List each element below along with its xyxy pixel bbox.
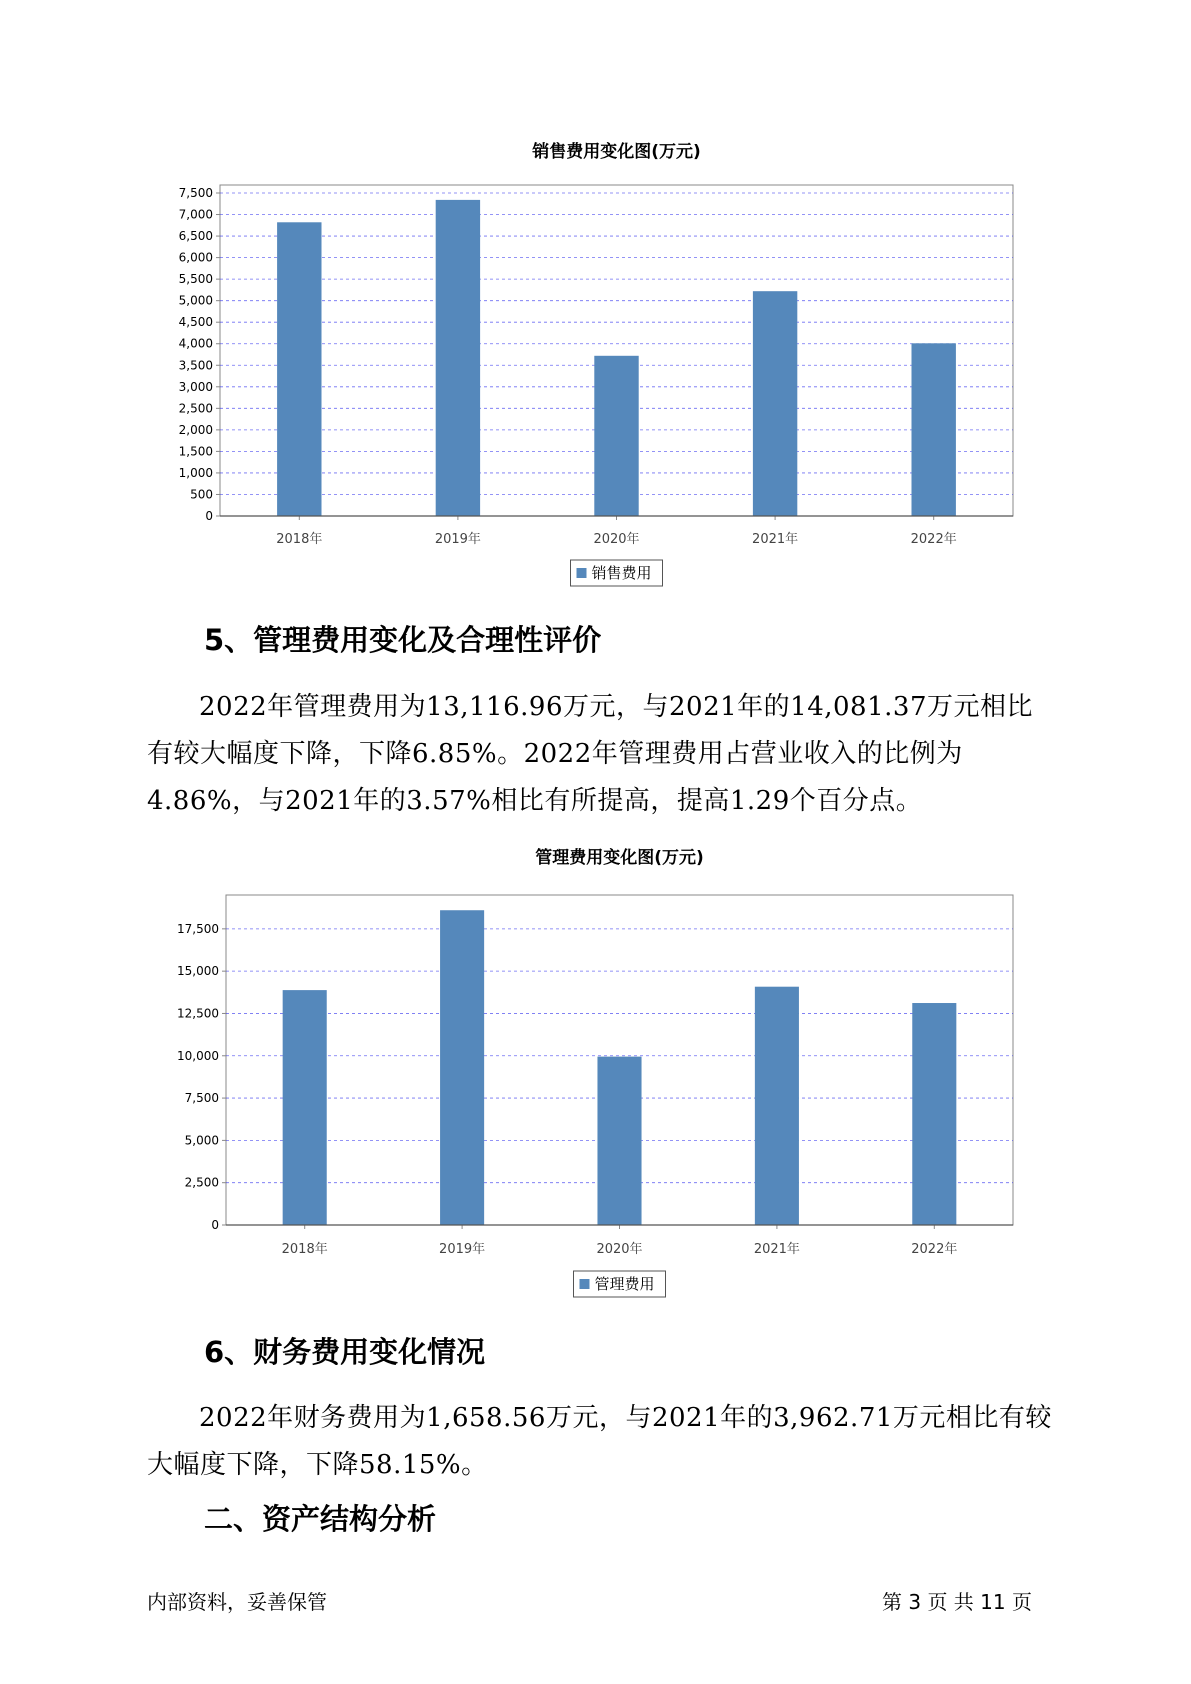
footer-page-number: 第 3 页 共 11 页: [882, 1590, 1032, 1614]
x-tick-label: 2022年: [911, 1242, 958, 1257]
section-6-title: 6、财务费用变化情况: [204, 1335, 486, 1369]
footer-confidential-note: 内部资料，妥善保管: [147, 1590, 327, 1614]
y-tick-label: 5,000: [184, 1133, 219, 1148]
x-tick-label: 2021年: [753, 1242, 800, 1257]
legend-label: 销售费用: [591, 564, 652, 582]
bar: [440, 910, 484, 1225]
y-tick-label: 4,000: [178, 336, 213, 351]
x-tick-label: 2020年: [593, 532, 640, 547]
y-tick-label: 5,500: [178, 272, 213, 287]
y-tick-label: 10,000: [177, 1048, 219, 1063]
y-tick-label: 2,500: [178, 401, 213, 416]
bar: [597, 1057, 641, 1225]
y-tick-label: 3,000: [178, 379, 213, 394]
section-6-paragraph: 2022年财务费用为1,658.56万元，与2021年的3,962.71万元相比有较大幅度下降，下降58.15%。: [147, 1403, 1052, 1480]
x-tick-label: 2019年: [434, 532, 481, 547]
y-tick-label: 1,000: [178, 465, 213, 480]
y-tick-label: 0: [211, 1218, 219, 1232]
y-tick-label: 4,500: [178, 315, 213, 330]
legend-label: 管理费用: [594, 1275, 655, 1293]
y-tick-label: 15,000: [177, 964, 219, 979]
x-tick-label: 2019年: [439, 1242, 486, 1257]
y-tick-label: 5,000: [178, 293, 213, 308]
x-tick-label: 2022年: [910, 532, 957, 547]
bar: [755, 987, 799, 1225]
chart-title: 管理费用变化图(万元): [535, 848, 704, 868]
y-tick-label: 7,000: [178, 207, 213, 222]
y-tick-label: 6,000: [178, 250, 213, 265]
y-tick-label: 12,500: [177, 1006, 219, 1021]
x-tick-label: 2020年: [596, 1242, 643, 1257]
chart-title: 销售费用变化图(万元): [532, 142, 701, 162]
x-tick-label: 2018年: [276, 532, 323, 547]
y-tick-label: 17,500: [177, 921, 219, 936]
x-tick-label: 2018年: [281, 1242, 328, 1257]
y-tick-label: 6,500: [178, 229, 213, 244]
y-tick-label: 1,500: [178, 444, 213, 459]
x-tick-label: 2021年: [752, 532, 799, 547]
y-tick-label: 7,500: [184, 1091, 219, 1106]
y-tick-label: 3,500: [178, 358, 213, 373]
y-tick-label: 7,500: [178, 186, 213, 200]
bar: [912, 1003, 956, 1225]
legend-swatch: [580, 1279, 590, 1289]
section-5-title: 5、管理费用变化及合理性评价: [204, 623, 602, 657]
y-tick-label: 2,000: [178, 422, 213, 437]
section-2-title: 二、资产结构分析: [204, 1502, 437, 1536]
y-tick-label: 0: [205, 509, 213, 523]
section-5-paragraph: 2022年管理费用为13,116.96万元，与2021年的14,081.37万元相比有较大幅度下降，下降6.85%。2022年管理费用占营业收入的比例为4.86%，与2021年的3.57%相比有所提高，提高1.29个百分点。: [147, 692, 1033, 816]
bar: [283, 990, 327, 1225]
y-tick-label: 500: [190, 487, 213, 502]
y-tick-label: 2,500: [184, 1175, 219, 1190]
